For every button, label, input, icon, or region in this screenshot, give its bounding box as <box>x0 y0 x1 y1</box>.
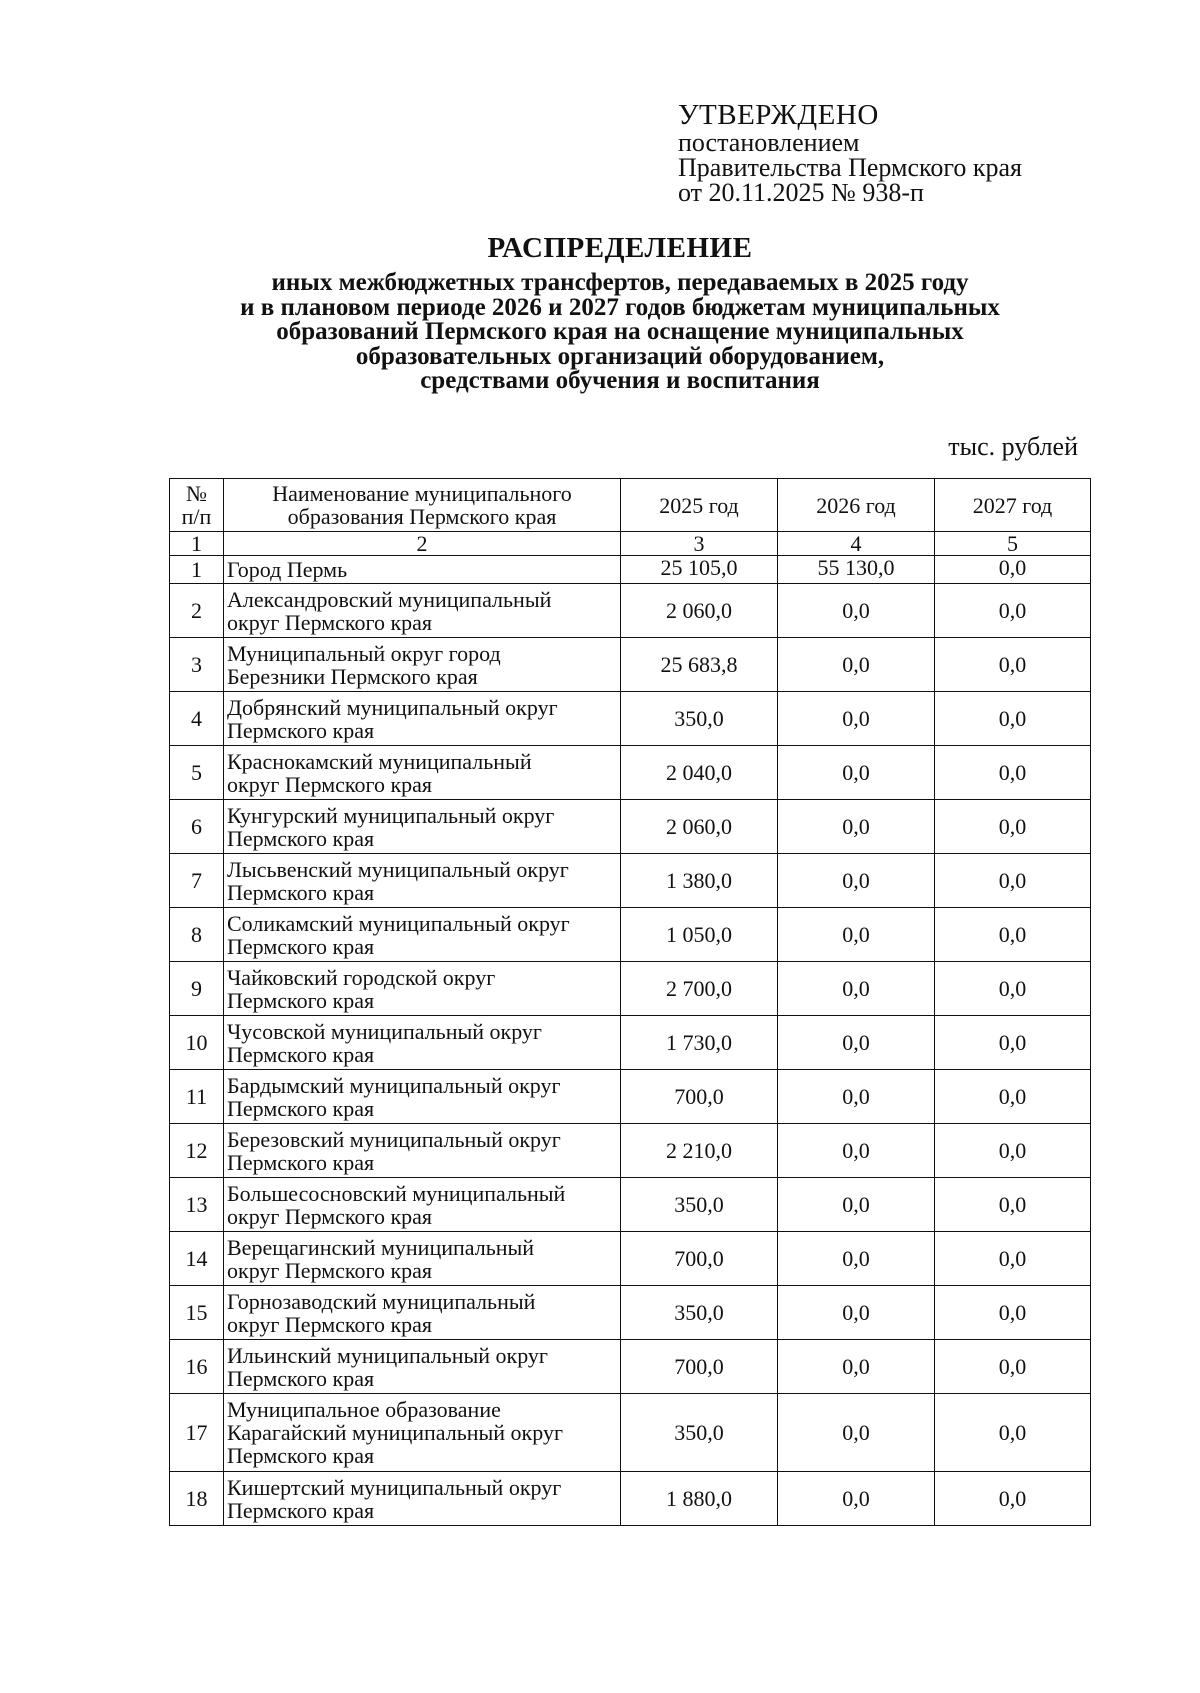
header-name-line: Наименование муниципального <box>272 481 572 506</box>
municipality-name-line: округ Пермского края <box>227 1257 433 1283</box>
document-title-block <box>150 228 1090 394</box>
header-name-line: образования Пермского края <box>287 504 557 529</box>
amount-2025: 1 730,0 <box>621 1016 778 1070</box>
amount-2025: 1 880,0 <box>621 1472 778 1526</box>
amount-2027: 0,0 <box>935 962 1091 1016</box>
table-row <box>170 1394 1091 1472</box>
amount-2025: 25 105,0 <box>621 556 778 584</box>
row-number: 12 <box>170 1124 224 1178</box>
amount-2026: 0,0 <box>778 638 935 692</box>
amount-2027: 0,0 <box>935 746 1091 800</box>
amount-2026: 0,0 <box>778 1472 935 1526</box>
table-row <box>170 556 1091 584</box>
amount-2027: 0,0 <box>935 556 1091 584</box>
row-number: 9 <box>170 962 224 1016</box>
table-row <box>170 1340 1091 1394</box>
municipality-name <box>224 1340 621 1394</box>
amount-2027: 0,0 <box>935 1394 1091 1472</box>
municipality-name-line: Кунгурский муниципальный округ <box>227 802 555 828</box>
amount-2026: 0,0 <box>778 746 935 800</box>
table-row <box>170 854 1091 908</box>
amount-2025: 2 210,0 <box>621 1124 778 1178</box>
amount-2025: 350,0 <box>621 1178 778 1232</box>
amount-2026: 55 130,0 <box>778 556 935 584</box>
amount-2025: 2 060,0 <box>621 584 778 638</box>
approval-line: постановлением <box>678 128 860 157</box>
amount-2027: 0,0 <box>935 1472 1091 1526</box>
subtitle-line: образований Пермского края на оснащение муниципальных <box>276 318 964 345</box>
column-number: 3 <box>621 532 778 556</box>
amount-2027: 0,0 <box>935 1232 1091 1286</box>
municipality-name <box>224 1286 621 1340</box>
amount-2027: 0,0 <box>935 584 1091 638</box>
municipality-name-line: Пермского края <box>227 933 375 959</box>
header-number-abbr: п/п <box>181 504 212 529</box>
municipality-name <box>224 746 621 800</box>
column-number: 5 <box>935 532 1091 556</box>
municipality-name <box>224 584 621 638</box>
table-row <box>170 692 1091 746</box>
column-number: 4 <box>778 532 935 556</box>
municipality-name <box>224 1016 621 1070</box>
municipality-name <box>224 962 621 1016</box>
municipality-name-line: Город Пермь <box>227 556 348 582</box>
municipality-name-line: Пермского края <box>227 1041 375 1067</box>
amount-2025: 1 380,0 <box>621 854 778 908</box>
document-subtitle <box>150 271 1090 394</box>
amount-2027: 0,0 <box>935 1124 1091 1178</box>
header-name <box>224 479 621 532</box>
municipality-name-line: округ Пермского края <box>227 609 433 635</box>
municipality-name-line: Пермского края <box>227 1443 375 1468</box>
municipality-name <box>224 1070 621 1124</box>
table-row <box>170 638 1091 692</box>
municipality-name-line: Краснокамский муниципальный <box>227 748 532 774</box>
amount-2026: 0,0 <box>778 584 935 638</box>
amount-2027: 0,0 <box>935 800 1091 854</box>
amount-2027: 0,0 <box>935 638 1091 692</box>
table-row <box>170 962 1091 1016</box>
amount-2025: 700,0 <box>621 1070 778 1124</box>
row-number: 7 <box>170 854 224 908</box>
approval-heading: УТВЕРЖДЕНО <box>678 99 879 131</box>
amount-2026: 0,0 <box>778 692 935 746</box>
amount-2027: 0,0 <box>935 1016 1091 1070</box>
municipality-name <box>224 800 621 854</box>
amount-2025: 700,0 <box>621 1340 778 1394</box>
municipality-name-line: Кишертский муниципальный округ <box>227 1474 562 1500</box>
table-header-row <box>170 479 1091 532</box>
table-row <box>170 584 1091 638</box>
municipality-name-line: Пермского края <box>227 825 375 851</box>
table-row <box>170 1286 1091 1340</box>
municipality-name <box>224 556 621 584</box>
municipality-name-line: Пермского края <box>227 1095 375 1121</box>
amount-2025: 350,0 <box>621 692 778 746</box>
municipality-name <box>224 908 621 962</box>
row-number: 3 <box>170 638 224 692</box>
row-number: 16 <box>170 1340 224 1394</box>
municipality-name-line: Березовский муниципальный округ <box>227 1126 561 1152</box>
municipality-name-line: Лысьвенский муниципальный округ <box>227 856 569 882</box>
amount-2026: 0,0 <box>778 962 935 1016</box>
municipality-name <box>224 1124 621 1178</box>
column-number: 2 <box>224 532 621 556</box>
subtitle-line: средствами обучения и воспитания <box>420 367 820 394</box>
municipality-name <box>224 1472 621 1526</box>
amount-2025: 25 683,8 <box>621 638 778 692</box>
amount-2025: 350,0 <box>621 1286 778 1340</box>
municipality-name-line: Березники Пермского края <box>227 663 478 689</box>
amount-2027: 0,0 <box>935 1286 1091 1340</box>
column-numbering-row <box>170 532 1091 556</box>
distribution-table <box>169 478 1091 1526</box>
amount-2025: 2 700,0 <box>621 962 778 1016</box>
municipality-name <box>224 638 621 692</box>
municipality-name-line: округ Пермского края <box>227 1203 433 1229</box>
municipality-name-line: Добрянский муниципальный округ <box>227 694 558 720</box>
row-number: 15 <box>170 1286 224 1340</box>
row-number: 18 <box>170 1472 224 1526</box>
amount-2026: 0,0 <box>778 1340 935 1394</box>
amount-2026: 0,0 <box>778 1394 935 1472</box>
amount-2025: 2 040,0 <box>621 746 778 800</box>
row-number: 10 <box>170 1016 224 1070</box>
row-number: 4 <box>170 692 224 746</box>
amount-2026: 0,0 <box>778 908 935 962</box>
row-number: 5 <box>170 746 224 800</box>
amount-2026: 0,0 <box>778 1178 935 1232</box>
table-row <box>170 1178 1091 1232</box>
amount-2025: 700,0 <box>621 1232 778 1286</box>
amount-2026: 0,0 <box>778 854 935 908</box>
table-row <box>170 1472 1091 1526</box>
amount-2027: 0,0 <box>935 854 1091 908</box>
header-number <box>170 479 224 532</box>
approval-date-number: от 20.11.2025 № 938-п <box>678 178 924 207</box>
municipality-name-line: округ Пермского края <box>227 1311 433 1337</box>
amount-2026: 0,0 <box>778 1232 935 1286</box>
amount-2026: 0,0 <box>778 1070 935 1124</box>
municipality-name-line: Пермского края <box>227 879 375 905</box>
approval-stamp <box>678 100 1022 205</box>
municipality-name-line: Пермского края <box>227 1149 375 1175</box>
approval-line: Правительства Пермского края <box>678 153 1022 182</box>
municipality-name <box>224 692 621 746</box>
amount-2027: 0,0 <box>935 1178 1091 1232</box>
table-row <box>170 1232 1091 1286</box>
table-row <box>170 908 1091 962</box>
amount-2025: 350,0 <box>621 1394 778 1472</box>
municipality-name-line: Бардымский муниципальный округ <box>227 1072 561 1098</box>
header-number-sign: № <box>186 481 207 506</box>
header-2027: 2027 год <box>935 479 1091 532</box>
row-number: 1 <box>170 556 224 584</box>
header-2025: 2025 год <box>621 479 778 532</box>
municipality-name-line: Горнозаводский муниципальный <box>227 1288 536 1314</box>
municipality-name-line: Александровский муниципальный <box>227 586 552 612</box>
row-number: 17 <box>170 1394 224 1472</box>
amount-2027: 0,0 <box>935 1340 1091 1394</box>
municipality-name-line: Муниципальное образование <box>227 1397 501 1422</box>
table-row <box>170 1070 1091 1124</box>
row-number: 6 <box>170 800 224 854</box>
subtitle-line: образовательных организаций оборудованием, <box>355 342 885 370</box>
amount-2026: 0,0 <box>778 1286 935 1340</box>
municipality-name-line: Карагайский муниципальный округ <box>227 1420 563 1445</box>
table-row <box>170 800 1091 854</box>
municipality-name-line: Чусовской муниципальный округ <box>227 1018 542 1044</box>
units-label: тыс. рублей <box>948 432 1078 461</box>
municipality-name <box>224 1178 621 1232</box>
table-row <box>170 746 1091 800</box>
subtitle-line: иных межбюджетных трансфертов, передаваемых в 2025 году <box>271 269 969 296</box>
amount-2026: 0,0 <box>778 800 935 854</box>
amount-2025: 2 060,0 <box>621 800 778 854</box>
municipality-name-line: Пермского края <box>227 1497 375 1523</box>
municipality-name-line: Большесосновский муниципальный <box>227 1180 566 1206</box>
amount-2026: 0,0 <box>778 1016 935 1070</box>
column-number: 1 <box>170 532 224 556</box>
municipality-name-line: Чайковский городской округ <box>227 964 496 990</box>
municipality-name-line: Муниципальный округ город <box>227 640 501 666</box>
table-row <box>170 1124 1091 1178</box>
municipality-name <box>224 1232 621 1286</box>
municipality-name-line: Ильинский муниципальный округ <box>227 1342 548 1368</box>
row-number: 14 <box>170 1232 224 1286</box>
municipality-name-line: Соликамский муниципальный округ <box>227 910 570 936</box>
municipality-name <box>224 1394 621 1472</box>
amount-2025: 1 050,0 <box>621 908 778 962</box>
municipality-name-line: Верещагинский муниципальный <box>227 1234 535 1260</box>
municipality-name-line: Пермского края <box>227 987 375 1013</box>
municipality-name-line: Пермского края <box>227 717 375 743</box>
amount-2027: 0,0 <box>935 908 1091 962</box>
row-number: 2 <box>170 584 224 638</box>
row-number: 11 <box>170 1070 224 1124</box>
amount-2027: 0,0 <box>935 692 1091 746</box>
subtitle-line: и в плановом периоде 2026 и 2027 годов бюджетам муниципальных <box>240 293 1000 321</box>
amount-2026: 0,0 <box>778 1124 935 1178</box>
row-number: 8 <box>170 908 224 962</box>
row-number: 13 <box>170 1178 224 1232</box>
municipality-name <box>224 854 621 908</box>
table-row <box>170 1016 1091 1070</box>
municipality-name-line: Пермского края <box>227 1365 375 1391</box>
municipality-name-line: округ Пермского края <box>227 771 433 797</box>
document-title: РАСПРЕДЕЛЕНИЕ <box>487 232 753 264</box>
amount-2027: 0,0 <box>935 1070 1091 1124</box>
header-2026: 2026 год <box>778 479 935 532</box>
